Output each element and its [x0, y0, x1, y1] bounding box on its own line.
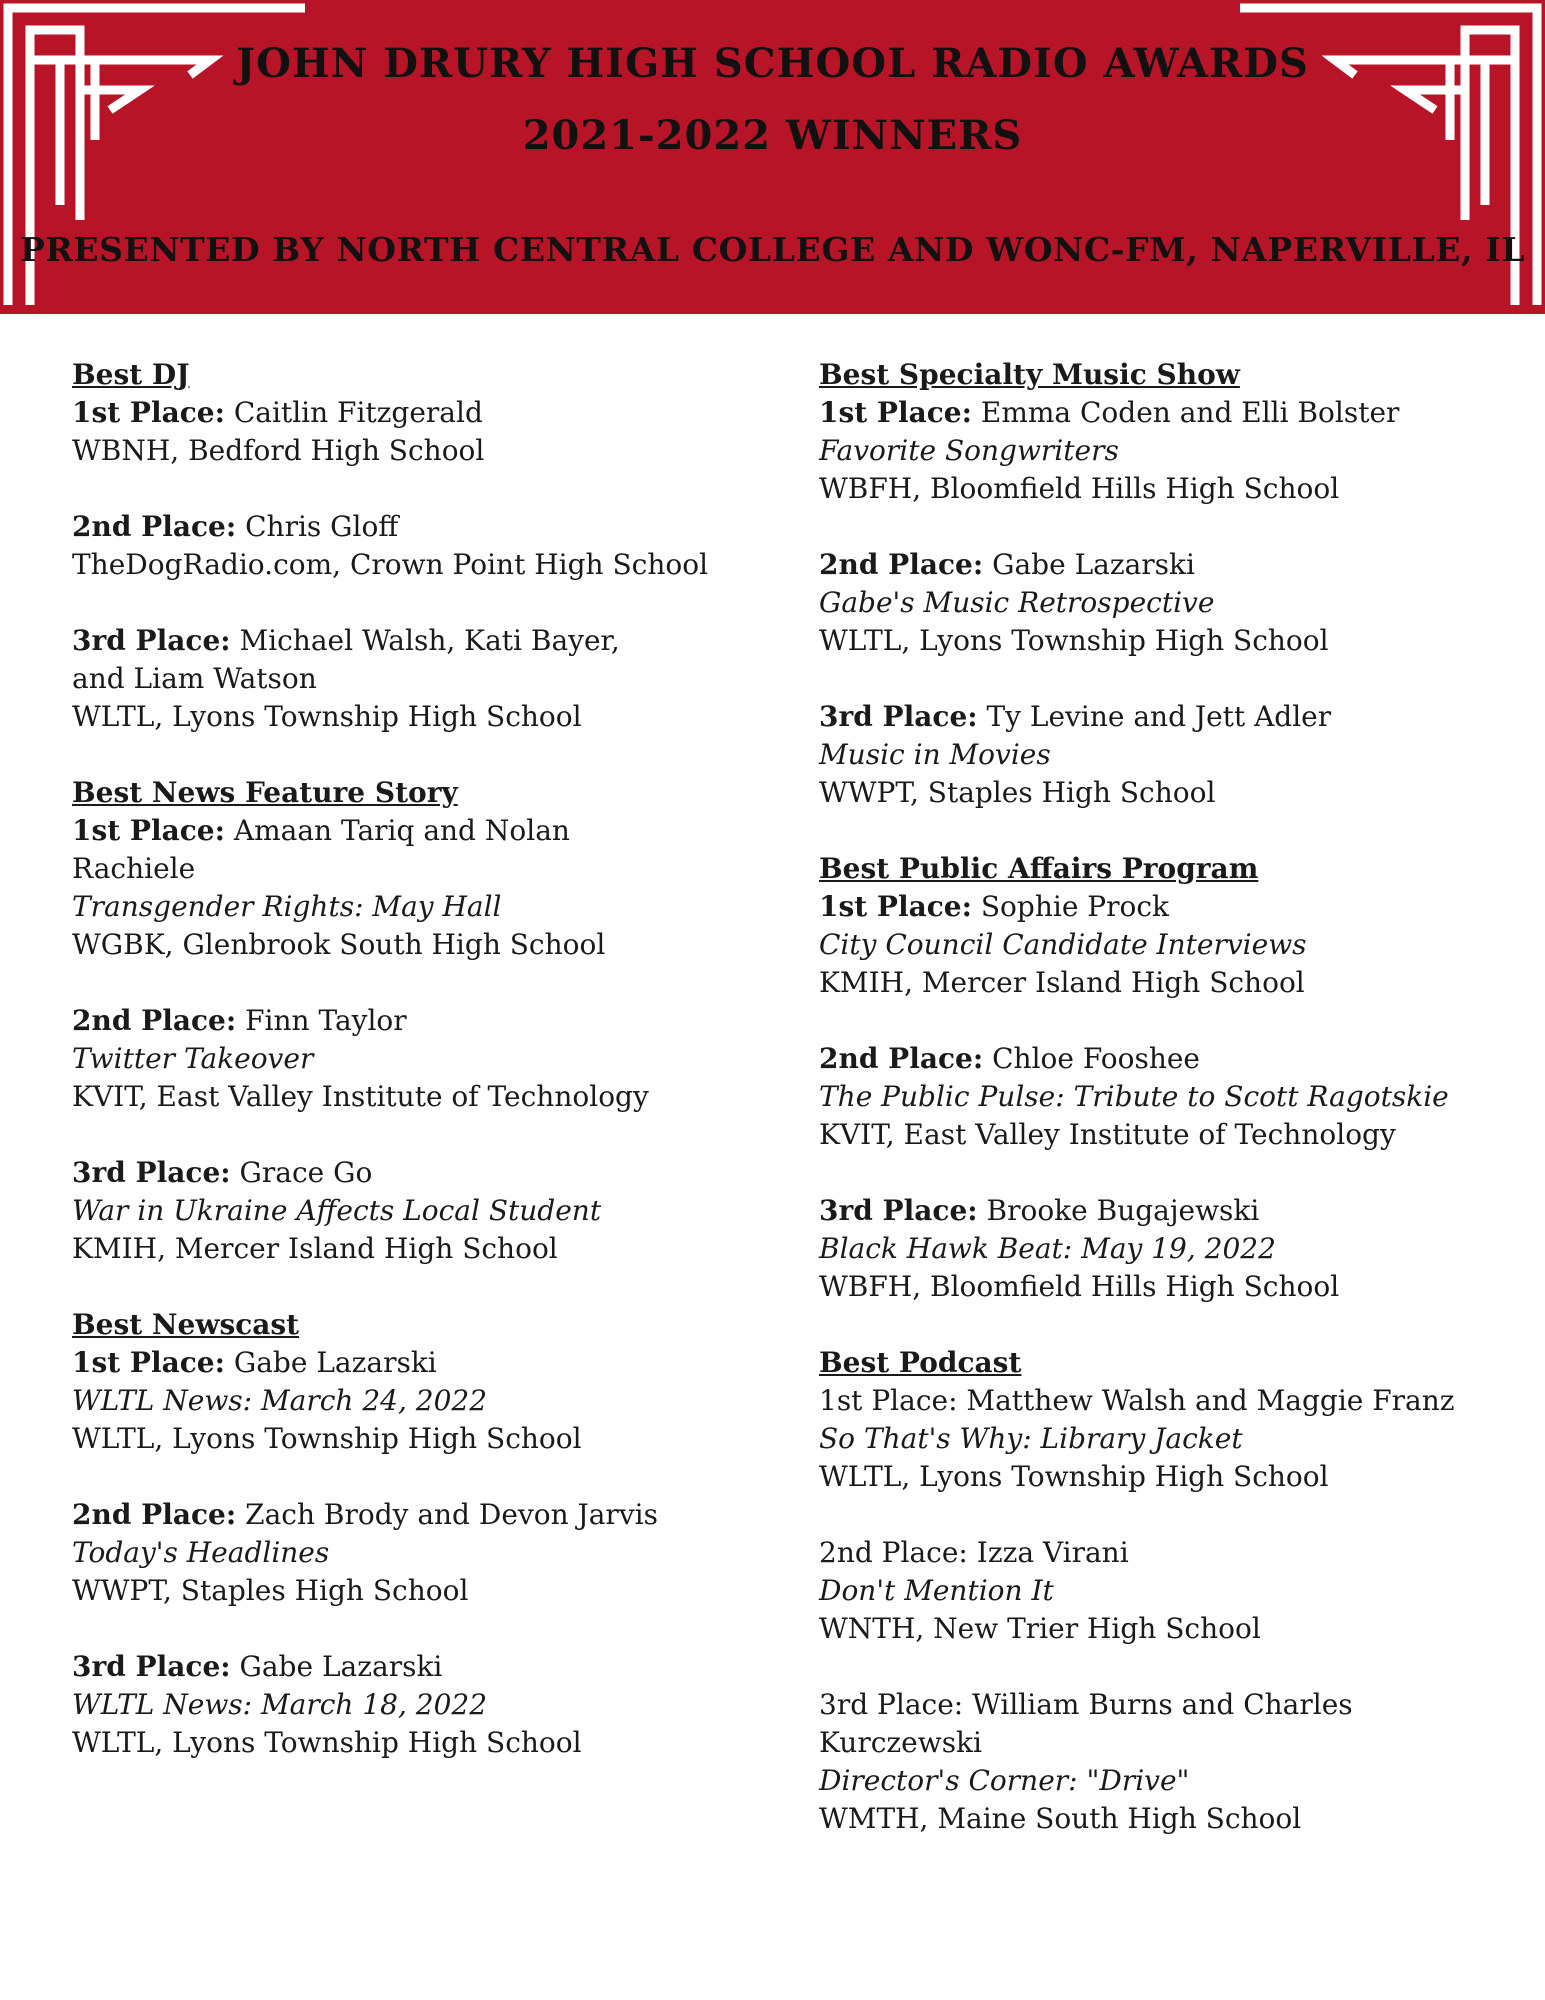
page-subtitle: 2021-2022 WINNERS — [522, 112, 1023, 159]
award-entry — [72, 1648, 672, 1762]
winner-line — [819, 1686, 1519, 1762]
winner-names: Zach Brody and Devon Jarvis — [245, 1498, 658, 1531]
award-entry — [72, 1002, 672, 1116]
place-label: 2nd Place: — [819, 548, 984, 581]
place-label: 2nd Place: — [72, 510, 237, 543]
winner-names: Brooke Bugajewski — [986, 1194, 1260, 1227]
winner-line — [819, 698, 1519, 736]
winner-names: Chris Gloff — [245, 510, 399, 543]
winner-line — [72, 508, 672, 546]
station-school: WLTL, Lyons Township High School — [819, 624, 1329, 657]
place-label: 1st Place: — [819, 890, 972, 923]
winner-names: Chloe Fooshee — [992, 1042, 1201, 1075]
award-category — [72, 774, 672, 1268]
station-school: TheDogRadio.com, Crown Point High School — [72, 548, 709, 581]
work-title: Director's Corner: "Drive" — [819, 1764, 1190, 1797]
award-entry — [819, 1686, 1519, 1838]
presented-by: PRESENTED BY NORTH CENTRAL COLLEGE AND WONC-FM, NAPERVILLE, IL — [19, 230, 1526, 269]
place-label: 1st Place: — [819, 396, 972, 429]
winner-line — [819, 394, 1519, 432]
station-school: WLTL, Lyons Township High School — [72, 1726, 582, 1759]
place-label: 3rd Place: — [72, 1156, 231, 1189]
award-entry — [72, 812, 672, 964]
work-title: Black Hawk Beat: May 19, 2022 — [819, 1232, 1276, 1265]
station-school: WLTL, Lyons Township High School — [72, 1422, 582, 1455]
work-title: So That's Why: Library Jacket — [819, 1422, 1243, 1455]
place-label: 3rd Place: — [72, 624, 231, 657]
station-school: WNTH, New Trier High School — [819, 1612, 1261, 1645]
award-category — [819, 356, 1519, 812]
station-school: KMIH, Mercer Island High School — [819, 966, 1305, 999]
work-title: Today's Headlines — [72, 1536, 330, 1569]
award-entry — [72, 622, 672, 736]
winner-names: Sophie Prock — [980, 890, 1170, 923]
place-label: 3rd Place: — [819, 1194, 978, 1227]
winner-line — [72, 622, 672, 698]
award-entry — [819, 698, 1519, 812]
work-title: City Council Candidate Interviews — [819, 928, 1307, 961]
award-entry — [819, 394, 1519, 508]
winner-line — [819, 1192, 1519, 1230]
award-category — [72, 356, 709, 736]
place-label: 1st Place: — [72, 814, 225, 847]
winner-line — [819, 888, 1519, 926]
station-school: WWPT, Staples High School — [819, 776, 1216, 809]
station-school: WGBK, Glenbrook South High School — [72, 928, 606, 961]
award-entry — [72, 394, 672, 470]
work-title: Music in Movies — [819, 738, 1051, 771]
award-entry — [819, 1192, 1519, 1306]
award-entry — [819, 546, 1519, 660]
work-title: WLTL News: March 18, 2022 — [72, 1688, 488, 1721]
award-entry — [72, 1496, 672, 1610]
winner-names: Amaan Tariq and Nolan Rachiele — [72, 814, 570, 885]
left-column — [72, 356, 709, 1800]
winner-line — [72, 394, 672, 432]
work-title: Gabe's Music Retrospective — [819, 586, 1215, 619]
work-title: WLTL News: March 24, 2022 — [72, 1384, 488, 1417]
winner-names: Finn Taylor — [245, 1004, 407, 1037]
winner-line — [72, 1002, 672, 1040]
award-entry — [819, 1382, 1519, 1496]
winner-names: Gabe Lazarski — [992, 548, 1195, 581]
category-heading: Best Specialty Music Show — [819, 358, 1240, 391]
winner-line — [72, 1496, 672, 1534]
winner-names: Izza Virani — [976, 1536, 1129, 1569]
work-title: Favorite Songwriters — [819, 434, 1119, 467]
category-heading: Best DJ — [72, 358, 190, 391]
place-label: 1st Place: — [72, 396, 225, 429]
winner-names: Ty Levine and Jett Adler — [986, 700, 1332, 733]
place-label: 1st Place: — [72, 1346, 225, 1379]
station-school: WLTL, Lyons Township High School — [72, 700, 582, 733]
award-category — [819, 1344, 1519, 1838]
award-category — [819, 850, 1519, 1306]
place-label: 2nd Place: — [72, 1004, 237, 1037]
winner-names: Gabe Lazarski — [233, 1346, 437, 1379]
category-heading: Best Public Affairs Program — [819, 852, 1259, 885]
work-title: War in Ukraine Affects Local Student — [72, 1194, 602, 1227]
place-label: 2nd Place: — [72, 1498, 237, 1531]
award-entry — [819, 1040, 1519, 1154]
winner-names: Michael Walsh, Kati Bayer, and Liam Watson — [72, 624, 620, 695]
place-label: 3rd Place: — [819, 700, 978, 733]
award-category — [72, 1306, 672, 1762]
category-heading: Best Podcast — [819, 1346, 1022, 1379]
winner-names: William Burns and Charles Kurczewski — [819, 1688, 1353, 1759]
work-title: Twitter Takeover — [72, 1042, 314, 1075]
right-column — [819, 356, 1519, 1876]
winner-names: Grace Go — [239, 1156, 373, 1189]
work-title: Don't Mention It — [819, 1574, 1054, 1607]
winner-names: Gabe Lazarski — [239, 1650, 443, 1683]
station-school: WBFH, Bloomfield Hills High School — [819, 1270, 1340, 1303]
work-title: The Public Pulse: Tribute to Scott Ragotskie — [819, 1080, 1449, 1113]
award-entry — [819, 888, 1519, 1002]
station-school: KVIT, East Valley Institute of Technology — [72, 1080, 649, 1113]
winner-line — [819, 1382, 1519, 1420]
award-entry — [72, 508, 709, 584]
work-title: Transgender Rights: May Hall — [72, 890, 502, 923]
winner-line — [72, 1154, 672, 1192]
station-school: WBNH, Bedford High School — [72, 434, 485, 467]
winner-line — [819, 1040, 1519, 1078]
category-heading: Best News Feature Story — [72, 776, 458, 809]
station-school: WBFH, Bloomfield Hills High School — [819, 472, 1340, 505]
place-label: 2nd Place: — [819, 1536, 968, 1569]
award-entry — [72, 1154, 672, 1268]
station-school: WLTL, Lyons Township High School — [819, 1460, 1329, 1493]
winner-line — [819, 1534, 1519, 1572]
header-banner — [0, 0, 1545, 314]
station-school: WMTH, Maine South High School — [819, 1802, 1302, 1835]
winner-names: Emma Coden and Elli Bolster — [980, 396, 1400, 429]
place-label: 2nd Place: — [819, 1042, 984, 1075]
award-entry — [72, 1344, 672, 1458]
page-title: JOHN DRURY HIGH SCHOOL RADIO AWARDS — [236, 40, 1309, 87]
winner-line — [819, 546, 1519, 584]
winner-names: Caitlin Fitzgerald — [233, 396, 483, 429]
place-label: 3rd Place: — [819, 1688, 964, 1721]
winner-line — [72, 1344, 672, 1382]
award-entry — [819, 1534, 1519, 1648]
place-label: 3rd Place: — [72, 1650, 231, 1683]
winner-names: Matthew Walsh and Maggie Franz — [966, 1384, 1455, 1417]
winner-line — [72, 812, 672, 888]
station-school: WWPT, Staples High School — [72, 1574, 469, 1607]
station-school: KVIT, East Valley Institute of Technology — [819, 1118, 1396, 1151]
place-label: 1st Place: — [819, 1384, 958, 1417]
station-school: KMIH, Mercer Island High School — [72, 1232, 558, 1265]
category-heading: Best Newscast — [72, 1308, 300, 1341]
winner-line — [72, 1648, 672, 1686]
